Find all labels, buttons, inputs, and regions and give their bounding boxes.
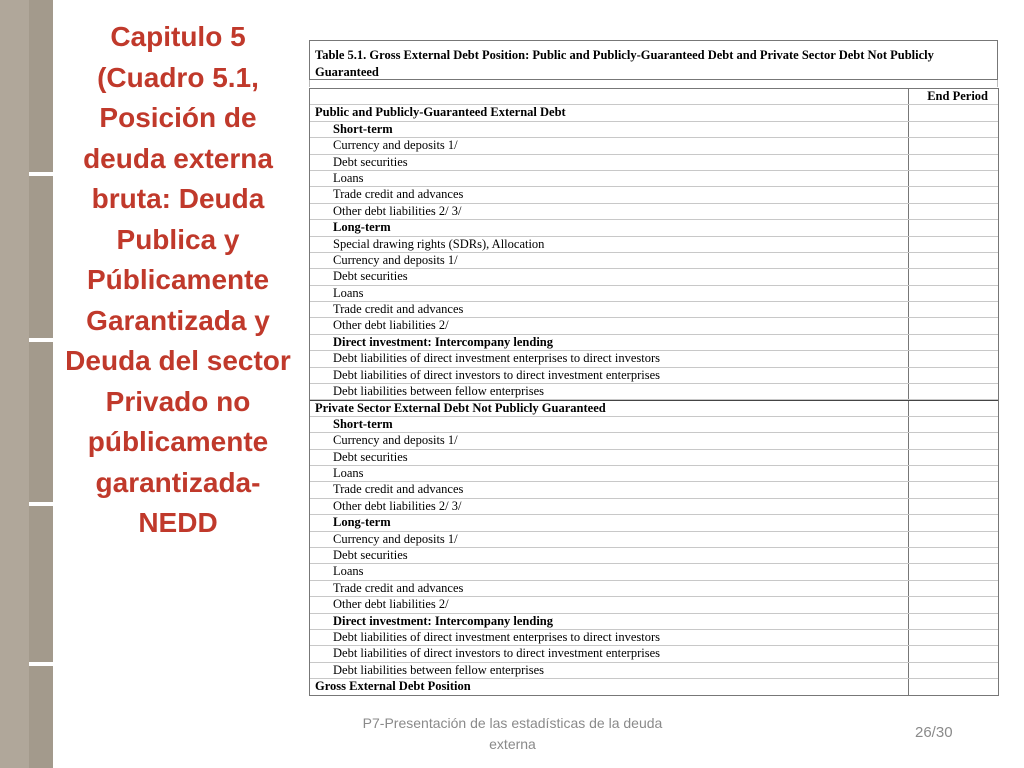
- row-value-cell: [909, 269, 998, 284]
- row-label: Debt liabilities between fellow enterprises: [310, 663, 909, 678]
- row-value-cell: [909, 237, 998, 252]
- row-label: Gross External Debt Position: [310, 679, 909, 695]
- row-label: Loans: [310, 466, 909, 481]
- row-label: Currency and deposits 1/: [310, 138, 909, 153]
- row-value-cell: [909, 335, 998, 350]
- row-label: Long-term: [310, 515, 909, 530]
- table-row: [310, 417, 998, 433]
- row-label: Debt securities: [310, 548, 909, 563]
- row-label: Public and Publicly-Guaranteed External Debt: [310, 105, 909, 120]
- stripe-divider: [29, 662, 53, 666]
- row-value-cell: [909, 302, 998, 317]
- table-row: [310, 122, 998, 138]
- debt-table: [309, 40, 1000, 699]
- row-value-cell: [909, 286, 998, 301]
- table-row: [310, 335, 998, 351]
- table-row: [310, 368, 998, 384]
- row-label: Special drawing rights (SDRs), Allocation: [310, 237, 909, 252]
- row-value-cell: [909, 679, 998, 695]
- table-row: [310, 532, 998, 548]
- decorative-side-strip: [0, 0, 29, 768]
- stripe-divider: [29, 338, 53, 342]
- table-row: [310, 253, 998, 269]
- row-value-cell: [909, 401, 998, 415]
- row-label: Debt liabilities between fellow enterprises: [310, 384, 909, 399]
- table-row: [310, 138, 998, 154]
- table-row: [310, 614, 998, 630]
- table-row: [310, 548, 998, 564]
- row-value-cell: [909, 384, 998, 399]
- table-spacer: [309, 80, 998, 87]
- row-value-cell: [909, 564, 998, 579]
- row-value-cell: [909, 122, 998, 137]
- stripe-divider: [29, 172, 53, 176]
- row-value-cell: [909, 105, 998, 120]
- table-caption: Table 5.1. Gross External Debt Position: Public and Publicly-Guaranteed Debt and Private Sector Debt Not Publicly Guaranteed: [309, 40, 998, 80]
- row-value-cell: [909, 138, 998, 153]
- row-value-cell: [909, 450, 998, 465]
- slide-footer: P7-Presentación de las estadísticas de la deuda externa: [362, 715, 663, 752]
- table-row: [310, 220, 998, 236]
- row-label: Trade credit and advances: [310, 581, 909, 596]
- row-label: Other debt liabilities 2/: [310, 318, 909, 333]
- table-row: [310, 155, 998, 171]
- table-row: [310, 482, 998, 498]
- stripe-divider: [29, 502, 53, 506]
- table-row: [310, 433, 998, 449]
- row-label: Other debt liabilities 2/: [310, 597, 909, 612]
- row-value-cell: [909, 417, 998, 432]
- table-row: [310, 302, 998, 318]
- row-label: Long-term: [310, 220, 909, 235]
- row-value-cell: [909, 515, 998, 530]
- row-label: Short-term: [310, 122, 909, 137]
- column-header-end-period: End Period: [927, 89, 988, 103]
- row-value-cell: [909, 466, 998, 481]
- table-row: [310, 171, 998, 187]
- table-row: [310, 286, 998, 302]
- table-row: [310, 515, 998, 531]
- row-label: Debt securities: [310, 269, 909, 284]
- row-value-cell: [909, 482, 998, 497]
- table-row: [310, 581, 998, 597]
- table-row: [310, 597, 998, 613]
- row-value-cell: [909, 614, 998, 629]
- row-label: Other debt liabilities 2/ 3/: [310, 204, 909, 219]
- slide-title: Capitulo 5 (Cuadro 5.1, Posición de deuda externa bruta: Deuda Publica y Públicamente Garantizada y Deuda del sector Privado no públicamente garantizada- NEDD: [65, 21, 291, 538]
- row-value-cell: [909, 187, 998, 202]
- table-row: [310, 204, 998, 220]
- table-row: [310, 237, 998, 253]
- row-value-cell: [909, 597, 998, 612]
- table-row: [310, 351, 998, 367]
- row-label: Private Sector External Debt Not Publicly Guaranteed: [310, 401, 909, 415]
- row-label: Other debt liabilities 2/ 3/: [310, 499, 909, 514]
- decorative-side-stripe: [29, 0, 53, 768]
- table-row: [310, 384, 998, 400]
- row-label: Direct investment: Intercompany lending: [310, 335, 909, 350]
- row-value-cell: [909, 220, 998, 235]
- row-value-cell: [909, 646, 998, 661]
- row-value-cell: [909, 499, 998, 514]
- header-label-cell: [310, 89, 909, 104]
- row-value-cell: [909, 548, 998, 563]
- table-header-row: [310, 89, 998, 105]
- row-label: Currency and deposits 1/: [310, 433, 909, 448]
- row-label: Debt liabilities of direct investors to direct investment enterprises: [310, 368, 909, 383]
- table-row: [310, 466, 998, 482]
- row-value-cell: [909, 171, 998, 186]
- row-value-cell: [909, 155, 998, 170]
- page-number: 26/30: [915, 724, 953, 741]
- row-value-cell: [909, 253, 998, 268]
- table-row: [310, 269, 998, 285]
- table-row: [310, 663, 998, 679]
- table-grid: [309, 88, 999, 696]
- row-label: Currency and deposits 1/: [310, 532, 909, 547]
- row-label: Loans: [310, 564, 909, 579]
- table-row: [310, 400, 998, 416]
- row-value-cell: [909, 663, 998, 678]
- table-row: [310, 679, 998, 695]
- table-row: [310, 499, 998, 515]
- row-value-cell: [909, 351, 998, 366]
- row-label: Debt liabilities of direct investment enterprises to direct investors: [310, 630, 909, 645]
- row-value-cell: [909, 318, 998, 333]
- table-row: [310, 630, 998, 646]
- table-row: [310, 187, 998, 203]
- row-label: Debt liabilities of direct investment enterprises to direct investors: [310, 351, 909, 366]
- row-label: Trade credit and advances: [310, 482, 909, 497]
- row-label: Debt securities: [310, 450, 909, 465]
- table-row: [310, 318, 998, 334]
- row-value-cell: [909, 368, 998, 383]
- table-row: [310, 646, 998, 662]
- row-label: Debt liabilities of direct investors to direct investment enterprises: [310, 646, 909, 661]
- table-row: [310, 564, 998, 580]
- row-value-cell: [909, 581, 998, 596]
- row-label: Loans: [310, 171, 909, 186]
- row-value-cell: [909, 532, 998, 547]
- row-value-cell: [909, 204, 998, 219]
- row-label: Short-term: [310, 417, 909, 432]
- row-label: Direct investment: Intercompany lending: [310, 614, 909, 629]
- row-value-cell: [909, 630, 998, 645]
- row-label: Trade credit and advances: [310, 302, 909, 317]
- table-row: [310, 450, 998, 466]
- row-label: Trade credit and advances: [310, 187, 909, 202]
- row-label: Loans: [310, 286, 909, 301]
- row-label: Debt securities: [310, 155, 909, 170]
- table-row: [310, 105, 998, 121]
- row-label: Currency and deposits 1/: [310, 253, 909, 268]
- row-value-cell: [909, 433, 998, 448]
